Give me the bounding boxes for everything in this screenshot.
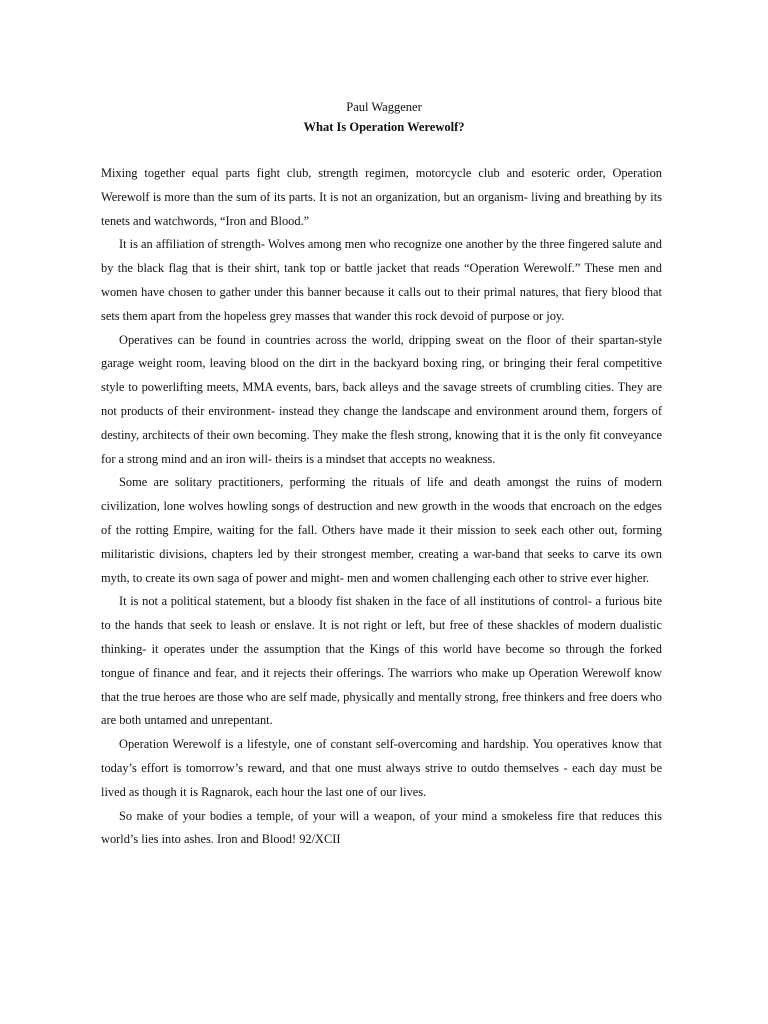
document-body (101, 162, 662, 852)
document-title: What Is Operation Werewolf? (303, 120, 465, 134)
paragraph-6: Operation Werewolf is a lifestyle, one of constant self-overcoming and hardship. You operatives know that today’s effort is tomorrow’s reward, and that one must always strive to outdo themselves - each day must be lived as though it is Ragnarok, each hour the last one of our lives. (101, 737, 662, 799)
paragraph-5: It is not a political statement, but a bloody fist shaken in the face of all institutions of control- a furious bite to the hands that seek to leash or enslave. It is not right or left, but free of these shackles of modern dualistic thinking- it operates under the assumption that the Kings of this world have become so through the forked tongue of finance and fear, and it rejects their offerings. The warriors who make up Operation Werewolf know that the true heroes are those who are self made, physically and mentally strong, free thinkers and free doers who are both untamed and unrepentant. (101, 594, 662, 728)
paragraph-4: Some are solitary practitioners, performing the rituals of life and death amongst the ruins of modern civilization, lone wolves howling songs of destruction and new growth in the woods that encroach on the edges of the rotting Empire, waiting for the fall. Others have made it their mission to seek each other out, forming militaristic divisions, chapters led by their strongest member, creating a war-band that seeks to carve its own myth, to create its own saga of power and might- men and women challenging each other to strive ever higher. (101, 475, 662, 585)
paragraph-1: Mixing together equal parts fight club, strength regimen, motorcycle club and esoteric order, Operation Werewolf is more than the sum of its parts. It is not an organization, but an organism- living and breathing by its tenets and watchwords, “Iron and Blood.” (101, 166, 662, 228)
paragraph-2: It is an affiliation of strength- Wolves among men who recognize one another by the three fingered salute and by the black flag that is their shirt, tank top or battle jacket that reads “Operation Werewolf.” These men and women have chosen to gather under this banner because it calls out to their primal natures, that fiery blood that sets them apart from the hopeless grey masses that wander this rock devoid of purpose or joy. (101, 237, 662, 323)
paragraph-7: So make of your bodies a temple, of your will a weapon, of your mind a smokeless fire that reduces this world’s lies into ashes. Iron and Blood! 92/XCII (101, 808, 662, 847)
author-name: Paul Waggener (346, 100, 422, 114)
paragraph-3: Operatives can be found in countries across the world, dripping sweat on the floor of their spartan-style garage weight room, leaving blood on the dirt in the backyard boxing ring, or bringing their feral competitive style to powerlifting meets, MMA events, bars, back alleys and the savage streets of crumbling cities. They are not products of their environment- instead they change the landscape and environment around them, forgers of destiny, architects of their own becoming. They make the flesh strong, knowing that it is the only fit conveyance for a strong mind and an iron will- theirs is a mindset that accepts no weakness. (101, 332, 662, 466)
document-header (0, 97, 768, 137)
